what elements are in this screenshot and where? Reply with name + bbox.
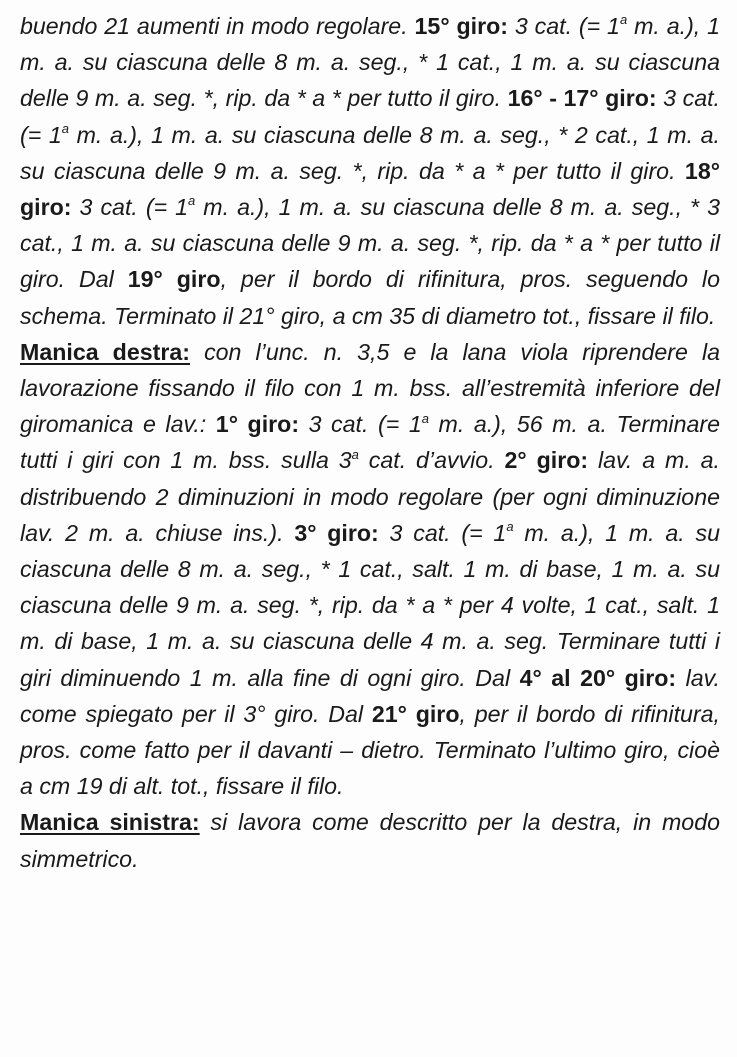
section-heading-left-sleeve: Manica sinistra:: [20, 809, 200, 836]
paragraph-right-sleeve: Manica destra: con l’unc. n. 3,5 e la lana viola riprendere la lavorazione fissando il filo con 1 m. bss. all’estremità inferiore del giromanica e lav.: 1° giro: 3 cat. (= $1^a$ m. a.), 56 m. a. Terminare tutti i giri con 1 m. bss. sulla 3$^a$ cat. d’avvio. 2° giro: lav. a m. a. distribuendo 2 diminuzioni in modo regolare (per ogni diminuzione lav. 2 m. a. chiuse ins.). 3° giro: 3 cat. (= $1^a$ m. a.), 1 m. a. su ciascuna delle 8 m. a. seg., * 1 cat., salt. 1 m. di base, 1 m. a. su ciascuna delle 9 m. a. seg. *, rip. da * a * per 4 volte, 1 cat., salt. 1 m. di base, 1 m. a. su ciascuna delle 4 m. a. seg. Terminare tutti i giri diminuendo 1 m. alla fine di ogni giro. Dal 4° al 20° giro: lav. come spiegato per il 3° giro. Dal 21° giro, per il bordo di rifinitura, pros. come fatto per il davanti – dietro. Terminato l’ultimo giro, cioè a cm 19 di alt. tot., fissare il filo.: [20, 338, 720, 800]
round-label: 3° giro:: [294, 519, 379, 546]
paragraph-body-rounds: buendo 21 aumenti in modo regolare. 15° giro: 3 cat. (= $1^a$ m. a.), 1 m. a. su ciascuna delle 8 m. a. seg., * 1 cat., 1 m. a. su ciascuna delle 9 m. a. seg. *, rip. da * a * per tutto il giro. 16° - 17° giro: 3 cat. (= $1^a$ m. a.), 1 m. a. su ciascuna delle 8 m. a. seg., * 2 cat., 1 m. a. su ciascuna delle 9 m. a. seg. *, rip. da * a * per tutto il giro. 18° giro: 3 cat. (= $1^a$ m. a.), 1 m. a. su ciascuna delle 8 m. a. seg., * 3 cat., 1 m. a. su ciascuna delle 9 m. a. seg. *, rip. da * a * per tutto il giro. Dal 19° giro, per il bordo di rifinitura, pros. seguendo lo schema. Terminato il 21° giro, a cm 35 di diametro tot., fissare il filo.: [20, 12, 721, 329]
round-label: 15° giro:: [414, 13, 508, 39]
round-label: 4° al 20° giro:: [519, 664, 677, 691]
round-label: 18° giro:: [20, 157, 720, 221]
round-label: 19° giro: [127, 266, 221, 293]
round-label: 21° giro: [371, 700, 460, 727]
round-label: 16° - 17° giro:: [507, 85, 657, 112]
paragraph-left-sleeve: Manica sinistra: si lavora come descritto per la destra, in modo simmetrico.: [20, 809, 720, 872]
instructions-text: [20, 8, 720, 877]
section-heading-right-sleeve: Manica destra:: [20, 338, 190, 365]
round-label: 2° giro:: [504, 447, 589, 474]
round-label: 1° giro:: [215, 411, 300, 438]
